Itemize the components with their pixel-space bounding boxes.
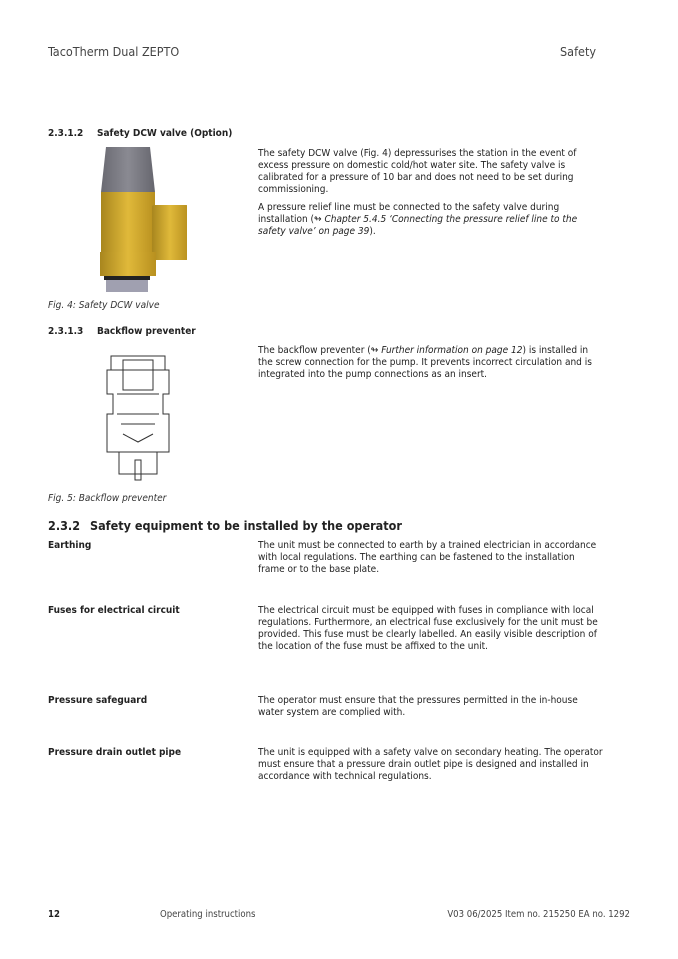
footer-version: V03 06/2025 Item no. 215250 EA no. 1292 xyxy=(447,909,630,920)
row-label: Pressure safeguard xyxy=(48,695,148,706)
section-heading: 2.3.1.3 Backflow preventer xyxy=(48,326,196,337)
section-heading: 2.3.1.2 Safety DCW valve (Option) xyxy=(48,128,233,139)
backflow-description: The backflow preventer (↬ Further information on page 12) is installed in the screw connection for the pump. It prevents incorrect circulation and is integrated into the pump connections as an insert. xyxy=(258,345,592,380)
footer-doc: Operating instructions xyxy=(160,909,256,920)
row-text: The unit is equipped with a safety valve on secondary heating. The operator must ensure that a pressure drain outlet pipe is designed and installed in accordance with technical regulations. xyxy=(258,747,603,782)
header-section: Safety xyxy=(560,44,596,59)
row-label: Pressure drain outlet pipe xyxy=(48,747,182,758)
row-text: The operator must ensure that the pressures permitted in the in-house water system are complied with. xyxy=(258,695,578,718)
row-label: Earthing xyxy=(48,540,92,551)
safety-valve-image xyxy=(92,147,187,292)
chapter-link[interactable]: Chapter 5.4.5 ‘Connecting the pressure relief line to the safety valve’ on page 39 xyxy=(258,214,578,237)
section-heading: 2.3.2 Safety equipment to be installed by the operator xyxy=(48,518,402,533)
valve-description: The safety DCW valve (Fig. 4) depressurises the station in the event of excess pressure on domestic cold/hot water site. The safety valve is calibrated for a pressure of 10 bar and does not need to be set during commissioning. A pressure relief line must be connected to the safety valve during installation (↬ Chapter 5.4.5 ‘Connecting the pressure relief line to the safety valve’ on page 39). xyxy=(258,148,578,237)
row-text: The electrical circuit must be equipped with fuses in compliance with local regulations. Furthermore, an electrical fuse exclusively for the unit must be provided. This fuse must be clearly labelled. An easily visible description of the location of the fuse must be affixed to the unit. xyxy=(258,605,598,652)
link-icon: ↬ xyxy=(370,345,379,356)
figure-caption: Fig. 4: Safety DCW valve xyxy=(48,300,160,311)
figure-caption: Fig. 5: Backflow preventer xyxy=(48,493,167,504)
row-text: The unit must be connected to earth by a trained electrician in accordance with local regulations. The earthing can be fastened to the installation frame or to the base plate. xyxy=(258,540,597,575)
row-label: Fuses for electrical circuit xyxy=(48,605,180,616)
header-title: TacoTherm Dual ZEPTO xyxy=(48,44,180,59)
info-link[interactable]: Further information on page 12 xyxy=(381,345,523,356)
page-number: 12 xyxy=(48,909,60,920)
backflow-preventer-image xyxy=(103,354,173,482)
link-icon: ↬ xyxy=(314,214,322,225)
